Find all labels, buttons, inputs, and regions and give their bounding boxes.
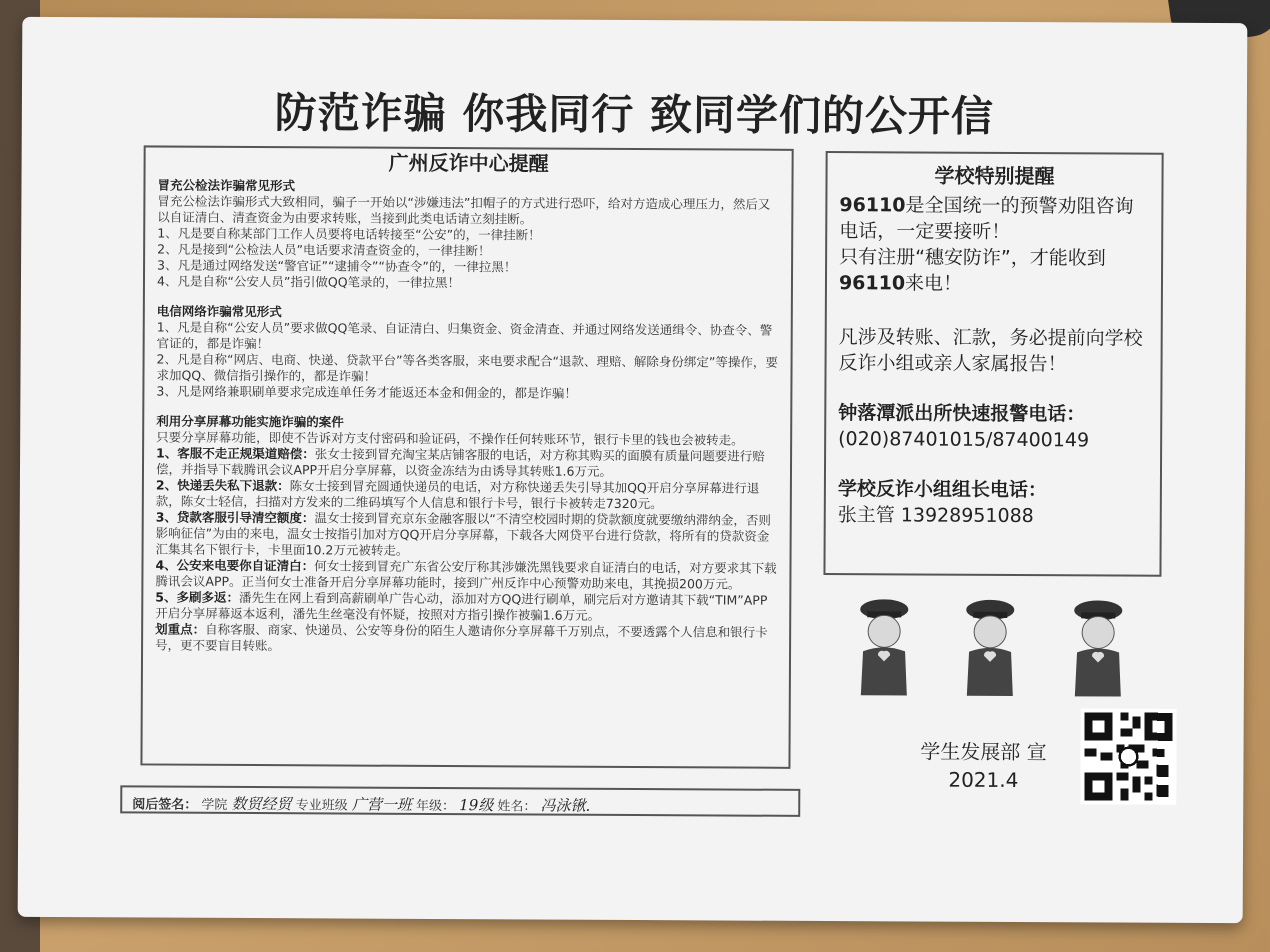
- case-text: 陈女士接到冒充圆通快递员的电话，对方称快递丢失引导其加QQ开启分享屏幕进行退款，陈女士轻信，扫描对方发来的二维码填写个人信息和银行卡号，银行卡被转走7320元。: [155, 478, 760, 512]
- register-text-end: 来电！: [905, 272, 963, 295]
- case-item: [155, 590, 777, 625]
- case-item: [155, 558, 777, 593]
- grade-label: 年级：: [415, 798, 456, 815]
- list-item: 3、凡是网络兼职刷单要求完成连单任务才能返还本金和佣金的，都是诈骗！: [156, 383, 577, 401]
- sign-label: 阅后签名：: [132, 797, 198, 813]
- case-item: [156, 478, 778, 513]
- case-title: 3、贷款客服引导清空额度：: [155, 509, 315, 526]
- case-text: 自称客服、商家、快递员、公安等身份的陌生人邀请你分享屏幕千万别点，不要透露个人信息和银行卡号，更不要盲目转账。: [155, 621, 768, 654]
- police-cartoon-icon: [1063, 596, 1134, 706]
- case-text: 潘先生在网上看到高薪刷单广告心动，添加对方QQ进行刷单，刷完后对方邀请其下载“TIM”APP开启分享屏幕返本返利，潘先生丝毫没有怀疑，按照对方指引操作被骗1.6万元。: [155, 589, 768, 623]
- anti-fraud-center-box: [140, 145, 793, 768]
- case-title: 2、快递丢失私下退款：: [155, 477, 290, 494]
- list-item: 1、凡是要自称某部门工作人员要将电话转接至“公安”的，一律挂断！: [157, 225, 541, 243]
- police-cartoons: [839, 595, 1140, 707]
- case-title: 5、多刷多返：: [155, 589, 240, 605]
- section-telecom: [156, 304, 778, 403]
- college-value: 数贸经贸: [231, 794, 292, 814]
- school-reminder-box: [823, 151, 1163, 577]
- right-heading: 学校特别提醒: [934, 163, 1055, 189]
- section-intro: 冒充公检法诈骗形式大致相同，骗子一开始以“涉嫌违法”扣帽子的方式进行恐吓，给对方造成心理压力，然后又以自证清白、清查资金为由要求转账，当接到此类电话请立刻挂断。: [157, 193, 771, 227]
- issue-date: 2021.4: [948, 767, 1019, 793]
- list-item: 4、凡是自称“公安人员”指引做QQ笔录的，一律拉黑！: [156, 273, 461, 291]
- issuer-dept: 学生发展部 宣: [920, 739, 1047, 765]
- issuer: [898, 737, 1068, 794]
- grade-value: 19级: [459, 796, 494, 815]
- hotline-text: 是全国统一的预警劝阻咨询电话，一定要接听！: [839, 194, 1134, 243]
- police-phone: (020)87401015/87400149: [838, 428, 1090, 452]
- section-title: 电信网络诈骗常见形式: [156, 303, 282, 320]
- leader-phone-title: 学校反诈小组组长电话：: [837, 478, 1047, 502]
- section-title: 利用分享屏幕功能实施诈骗的案件: [156, 413, 344, 430]
- case-text: 何女士接到冒充广东省公安厅称其涉嫌洗黑钱要求自证清白的电话，对方要求其下载腾讯会议APP。正当何女士准备开启分享屏幕功能时，接到广州反诈中心预警劝助来电，其挽损200万元。: [155, 558, 777, 592]
- hotline-number: 96110: [839, 194, 906, 217]
- hotline-note: [839, 192, 1149, 246]
- name-label: 姓名：: [497, 799, 537, 815]
- case-text: 张女士接到冒充淘宝某店铺客服的电话，对方称其购买的面膜有质量问题要进行赔偿，并指导下载腾讯会议APP开启分享屏幕，以资金冻结为由诱导其转账1.6万元。: [155, 446, 765, 479]
- transfer-note: 凡涉及转账、汇款，务必提前向学校反诈小组或亲人家属报告！: [838, 326, 1143, 376]
- case-item: [156, 446, 778, 481]
- section-impersonation: [157, 178, 780, 293]
- case-item: [156, 510, 778, 561]
- section-title: 冒充公检法诈骗常见形式: [157, 177, 296, 194]
- section-intro: 只要分享屏幕功能，即使不告诉对方支付密码和验证码，不操作任何转账环节，银行卡里的钱也会被转走。: [156, 429, 744, 448]
- name-value: 冯泳锹.: [540, 796, 591, 815]
- hotline-number: 96110: [838, 272, 906, 295]
- section-screen-share: [155, 414, 778, 657]
- signature-row: [120, 785, 800, 817]
- case-text: 温女士接到冒充京东金融客服以“不清空校园时期的贷款额度就要缴纳滞纳金，否则影响征信”为由的来电，温女士按指引加对方QQ开启分享屏幕，下载各大网贷平台进行贷款，将所有的贷款资金汇集其名下银行卡，卡里面10.2万元被转走。: [155, 510, 771, 558]
- qr-code-icon: [1080, 708, 1177, 805]
- leader-phone: 张主管 13928951088: [837, 504, 1034, 528]
- list-item: 2、凡是自称“网店、电商、快递、贷款平台”等各类客服，来电要求配合“退款、理赔、解除身份绑定”等操作，要求加QQ、微信指引操作的，都是诈骗！: [156, 351, 778, 384]
- police-cartoon-icon: [955, 596, 1026, 706]
- page-title: 防范诈骗 你我同行 致同学们的公开信: [274, 88, 995, 141]
- case-title: 4、公安来电要你自证清白：: [155, 557, 315, 574]
- list-item: 3、凡是通过网络发送“警官证”“逮捕令”“协查令”的，一律拉黑！: [157, 257, 517, 275]
- police-cartoon-icon: [849, 595, 920, 705]
- flyer-paper: [18, 17, 1248, 923]
- case-title: 1、客服不走正规渠道赔偿：: [156, 445, 315, 462]
- register-note: [839, 244, 1149, 298]
- case-title: 划重点：: [155, 621, 206, 637]
- class-value: 广营一班: [351, 795, 412, 814]
- list-item: 2、凡是接到“公检法人员”电话要求清查资金的，一律挂断！: [157, 241, 491, 259]
- class-label: 专业班级: [295, 798, 348, 814]
- key-point: [155, 622, 777, 657]
- list-item: 1、凡是自称“公安人员”要求做QQ笔录、自证清白、归集资金、资金清查、并通过网络发送通缉令、协查令、警官证的，都是诈骗！: [156, 319, 773, 352]
- left-heading: 广州反诈中心提醒: [388, 150, 549, 176]
- police-phone-title: 钟落潭派出所快速报警电话：: [838, 402, 1086, 426]
- register-text: 只有注册“穗安防诈”，才能收到: [839, 246, 1106, 270]
- college-label: 学院: [201, 797, 228, 813]
